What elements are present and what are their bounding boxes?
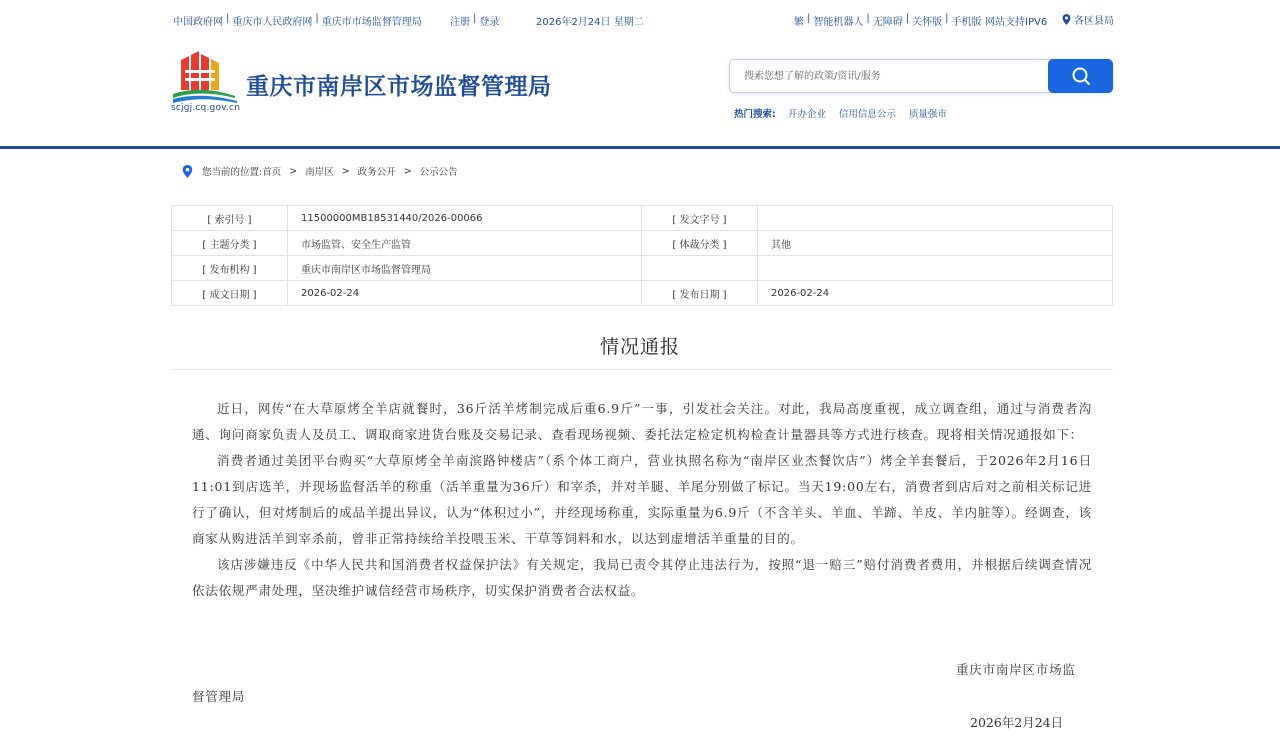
site-title[interactable]: 重庆市南岸区市场监督管理局 [246,74,552,100]
link-gov-cn[interactable]: 中国政府网 [173,17,223,28]
breadcrumb-gov-affairs[interactable]: 政务公开 [357,167,396,178]
location-pin-icon [182,165,193,178]
divider: | [905,13,910,24]
site-domain: scjgj.cq.gov.cn [171,103,241,113]
document-meta-table [171,205,1113,306]
topic-value: 市场监管、安全生产监管 [288,231,642,256]
divider: | [226,13,230,24]
breadcrumb-separator: > [403,165,412,177]
search-icon [1071,66,1091,86]
top-links-left [173,13,422,28]
created-date-value: 2026-02-24 [288,281,642,306]
search-button[interactable] [1048,59,1113,93]
table-row [172,281,1113,306]
traditional-chinese-link[interactable]: 繁 [794,17,804,28]
region-link[interactable] [1062,12,1114,27]
published-date-value: 2026-02-24 [758,281,1113,306]
breadcrumb-notices[interactable]: 公示公告 [419,167,458,178]
hot-keyword[interactable]: 信用信息公示 [838,109,896,120]
region-label: 各区县局 [1074,16,1114,27]
created-date-label: [ 成文日期 ] [172,281,288,306]
publisher-value: 重庆市南岸区市场监督管理局 [288,256,642,281]
breadcrumb-label: 您当前的位置: [202,167,263,178]
genre-label: [ 体裁分类 ] [642,231,758,256]
genre-value: 其他 [758,231,1113,256]
breadcrumb-separator: > [341,165,350,177]
divider: | [945,13,949,24]
signature-line-1: 重庆市南岸区市场监 [956,662,1076,677]
top-links-right [794,13,982,28]
paragraph: 该店涉嫌违反《中华人民共和国消费者权益保护法》有关规定，我局已责令其停止违法行为，按照“退一赔三”赔付消费者费用，并根据后续调查情况依法依规严肃处理，坚决维护诚信经营市场秩序，切实保护消费者合法权益。 [192,557,1092,598]
top-bar [0,0,1280,36]
breadcrumb [182,164,458,178]
index-label: [ 索引号 ] [172,206,288,231]
table-row [172,256,1113,281]
ipv6-badge: 网站支持IPV6 [985,17,1048,28]
care-mode-link[interactable]: 关怀版 [912,17,943,28]
hot-keyword[interactable]: 质量强市 [908,109,947,120]
divider: | [315,13,319,24]
hot-search [734,106,960,120]
location-pin-icon [1062,14,1071,25]
topic-label: [ 主题分类 ] [172,231,288,256]
publisher-label: [ 发布机构 ] [172,256,288,281]
divider: | [473,13,477,24]
doc-number-label: [ 发文字号 ] [642,206,758,231]
divider: | [807,13,811,24]
search-box [729,59,1113,93]
signature-date: 2026年2月24日 [970,715,1064,730]
paragraph: 消费者通过美团平台购买“大草原烤全羊南滨路钟楼店”（系个体工商户，营业执照名称为“南岸区业杰餐饮店”）烤全羊套餐后，于2026年2月16日11:01到店选羊，并现场监督活羊的称重（活羊重量为36斤）和宰杀，并对羊腿、羊尾分别做了标记。当天19:00左右，消费者到店后对之前相关标记进行了确认，但对烤制后的成品羊提出异议，认为“体积过小”，并经现场称重，实际重量为6.9斤（不含羊头、羊血、羊蹄、羊皮、羊内脏等）。经调查，该商家从购进活羊到宰杀前，曾非正常持续给羊投喂玉米、干草等饲料和水，以达到虚增活羊重量的目的。 [192,453,1092,546]
search-input[interactable] [730,60,1048,92]
table-row [172,231,1113,256]
hot-keyword[interactable]: 开办企业 [787,109,826,120]
doc-number-value [758,206,1113,231]
current-date: 2026年2月24日 星期二 [536,17,644,28]
breadcrumb-district[interactable]: 南岸区 [305,167,334,178]
title-divider [171,369,1113,370]
article-body [192,396,1092,604]
header-divider [0,146,1280,149]
robot-link[interactable]: 智能机器人 [813,17,864,28]
link-cq-gov[interactable]: 重庆市人民政府网 [232,17,313,28]
article-title: 情况通报 [599,336,680,358]
accessibility-link[interactable]: 无障碍 [872,17,903,28]
table-row [172,206,1113,231]
mobile-link[interactable]: 手机版 [951,17,982,28]
empty-cell [642,256,758,281]
login-link[interactable]: 登录 [479,17,500,28]
paragraph: 近日，网传“在大草原烤全羊店就餐时，36斤活羊烤制完成后重6.9斤”一事，引发社会关注。对此，我局高度重视，成立调查组，通过与消费者沟通、询问商家负责人及员工、调取商家进货台账及交易记录、查看现场视频、委托法定检定机构检查计量器具等方式进行核查。现将相关情况通报如下： [192,401,1092,442]
register-link[interactable]: 注册 [450,17,470,28]
auth-links [450,13,499,28]
link-cq-market[interactable]: 重庆市市场监督管理局 [321,17,422,28]
divider: | [866,13,870,24]
signature-line-2: 督管理局 [192,689,246,704]
index-value: 11500000MB18531440/2026-00066 [288,206,642,231]
empty-cell [758,256,1113,281]
breadcrumb-home[interactable]: 首页 [262,167,282,178]
published-date-label: [ 发布日期 ] [642,281,758,306]
hot-search-label: 热门搜索: [734,109,776,120]
breadcrumb-separator: > [289,165,298,177]
